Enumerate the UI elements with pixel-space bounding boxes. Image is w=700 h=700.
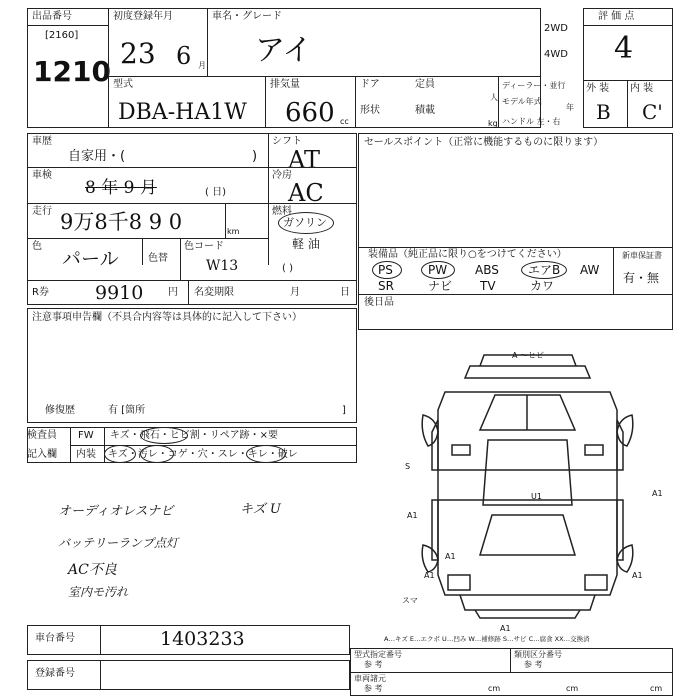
diagram-top-mark: A 〜ヒビ — [512, 351, 545, 360]
ref-label-1: 参 考 — [364, 660, 383, 669]
history-close: ) — [252, 149, 258, 164]
fuel-diesel: 軽 油 — [292, 237, 320, 251]
disp-value: 660 — [285, 98, 335, 128]
dealer-label: ディーラー・並行 — [502, 81, 566, 90]
equip-navi: ナビ — [428, 279, 453, 293]
equip-sr: SR — [378, 279, 394, 293]
diagram-mark-a1-f: A1 — [445, 552, 456, 561]
inspection-day: ( 日) — [205, 187, 226, 198]
dims-label: 車両諸元 — [354, 674, 386, 683]
history-label: 車歴 — [32, 136, 52, 147]
diagram-mark-sma: スマ — [402, 596, 418, 605]
diagram-mark-a1-rl: A1 — [424, 571, 435, 580]
car-label: 車名・グレード — [212, 11, 282, 22]
year-unit: 年 — [566, 103, 574, 112]
equip-tv: TV — [480, 279, 496, 293]
equip-abs: ABS — [475, 263, 499, 277]
ac-label: 冷房 — [272, 170, 292, 181]
warranty-value: 有・無 — [623, 271, 660, 285]
nameplate-label: 名変期限 — [194, 287, 234, 298]
repair-label-2: 有 [箇所 — [108, 405, 146, 416]
handle-label: ハンドル 左・右 — [502, 117, 561, 126]
door-label: ドア — [360, 79, 380, 90]
equip-pw: PW — [428, 263, 448, 277]
chassis-label: 車台番号 — [35, 633, 75, 644]
int-tag: 内装 — [76, 449, 96, 460]
equip-aw: AW — [580, 263, 600, 277]
inspector-label: 検査員 — [27, 430, 57, 441]
later-label: 後日品 — [364, 297, 394, 308]
int-value: C' — [642, 100, 663, 124]
cm-unit-2: cm — [566, 684, 579, 693]
person-unit: 人 — [490, 93, 498, 102]
car-name: アイ — [255, 33, 313, 68]
score-value: 4 — [614, 31, 634, 66]
day-unit: 日 — [340, 287, 350, 298]
legend: A…キズ E…エクボ U…凹み W…補修跡 S…サビ C…腐食 XX…交換済 — [384, 635, 590, 643]
recycle-label: R券 — [32, 287, 49, 298]
int-label: 内 装 — [630, 83, 654, 94]
lot-sub: [2160] — [45, 30, 79, 41]
month-unit: 月 — [290, 287, 300, 298]
history-value: 自家用・( — [68, 149, 126, 164]
memo-line-3: AC不良 — [68, 562, 117, 578]
chassis-value: 1403233 — [160, 628, 245, 650]
color-value: パール — [62, 248, 119, 270]
repair-label: 修復歴 — [45, 405, 75, 416]
equip-ps: PS — [378, 263, 393, 277]
model-spec-label: 型式指定番号 — [354, 650, 402, 659]
color-label: 色 — [32, 241, 42, 252]
km-unit: km — [227, 227, 240, 236]
ref-label-2: 参 考 — [524, 660, 543, 669]
memo-line-4: 室内モ汚れ — [68, 585, 129, 599]
cm-unit-1: cm — [488, 684, 501, 693]
regno-label: 登録番号 — [35, 668, 75, 679]
model-value: DBA-HA1W — [118, 100, 247, 125]
shape-label: 形状 — [360, 105, 380, 116]
load-label: 積載 — [415, 105, 435, 116]
equip-airbag: エアB — [528, 263, 561, 277]
reg-month: 6 — [176, 42, 192, 70]
fuel-other: ( ) — [282, 263, 293, 274]
diagram-mark-a1-r: A1 — [652, 489, 663, 498]
diagram-mark-s: S — [405, 462, 411, 471]
lot-label: 出品番号 — [32, 11, 72, 22]
memo-line-2: バッテリーランプ点灯 — [58, 536, 179, 550]
model-label: 型式 — [113, 79, 133, 90]
inspection-label: 車検 — [32, 170, 52, 181]
lot-number: 1210 — [33, 55, 111, 88]
reg-month-unit: 月 — [198, 61, 206, 70]
category-label: 類別区分番号 — [514, 650, 562, 659]
inspector-fw: FW — [78, 430, 94, 441]
memo-line-1: オーディオレスナビ — [58, 504, 174, 519]
reg-label: 初度登録年月 — [113, 11, 173, 22]
repair-close: ] — [342, 405, 346, 416]
disp-label: 排気量 — [270, 79, 300, 90]
diagram-mark-u1: U1 — [531, 492, 542, 501]
kg-unit: kg — [488, 119, 498, 128]
ext-defects: キズ・飛石・ヒビ割・リペア跡・×要 — [110, 430, 278, 441]
diagram-mark-a1-b: A1 — [500, 624, 511, 633]
ext-label: 外 装 — [586, 83, 610, 94]
mileage-value: 9万8千8 9 0 — [60, 210, 183, 234]
equip-leather: カワ — [530, 279, 555, 293]
disp-unit: cc — [340, 117, 349, 126]
inspection-value: 8 年 9 月 — [85, 178, 157, 198]
ac-value: AC — [288, 179, 324, 207]
int-defects: キズ・汚レ・コゲ・穴・スレ・キレ・破レ — [108, 449, 298, 460]
ref-label-3: 参 考 — [364, 684, 383, 693]
drive-2wd: 2WD — [544, 23, 568, 34]
color-change-label: 色替 — [148, 253, 168, 264]
color-code-label: 色コード — [184, 241, 224, 252]
recycle-value: 9910 — [95, 282, 144, 304]
warranty-label: 新車保証書 — [622, 251, 662, 260]
ext-value: B — [596, 100, 611, 124]
diagram-mark-a1-rr: A1 — [632, 571, 643, 580]
capacity-label: 定員 — [415, 79, 435, 90]
yen-unit: 円 — [168, 287, 178, 298]
diagram-mark-a1-l: A1 — [407, 511, 418, 520]
equip-label: 装備品（純正品に限り○をつけてください） — [368, 249, 567, 260]
notes-label: 注意事項申告欄（不具合内容等は具体的に記入して下さい） — [32, 312, 302, 323]
cm-unit-3: cm — [650, 684, 663, 693]
model-year-label: モデル年式 — [502, 97, 542, 106]
recorder-label: 記入欄 — [27, 449, 57, 460]
reg-year: 23 — [120, 37, 156, 70]
score-label: 評 価 点 — [598, 11, 635, 22]
regno-box — [27, 660, 350, 690]
mileage-label: 走行 — [32, 206, 52, 217]
shift-value: AT — [288, 146, 321, 174]
color-code-value: W13 — [206, 258, 239, 274]
memo-right: キズ U — [240, 502, 281, 517]
drive-4wd: 4WD — [544, 49, 568, 60]
fuel-gas: ガソリン — [283, 216, 327, 229]
sales-label: セールスポイント（正常に機能するものに限ります） — [364, 137, 604, 148]
shift-label: シフト — [272, 136, 302, 147]
fuel-label: 燃料 — [272, 206, 292, 217]
